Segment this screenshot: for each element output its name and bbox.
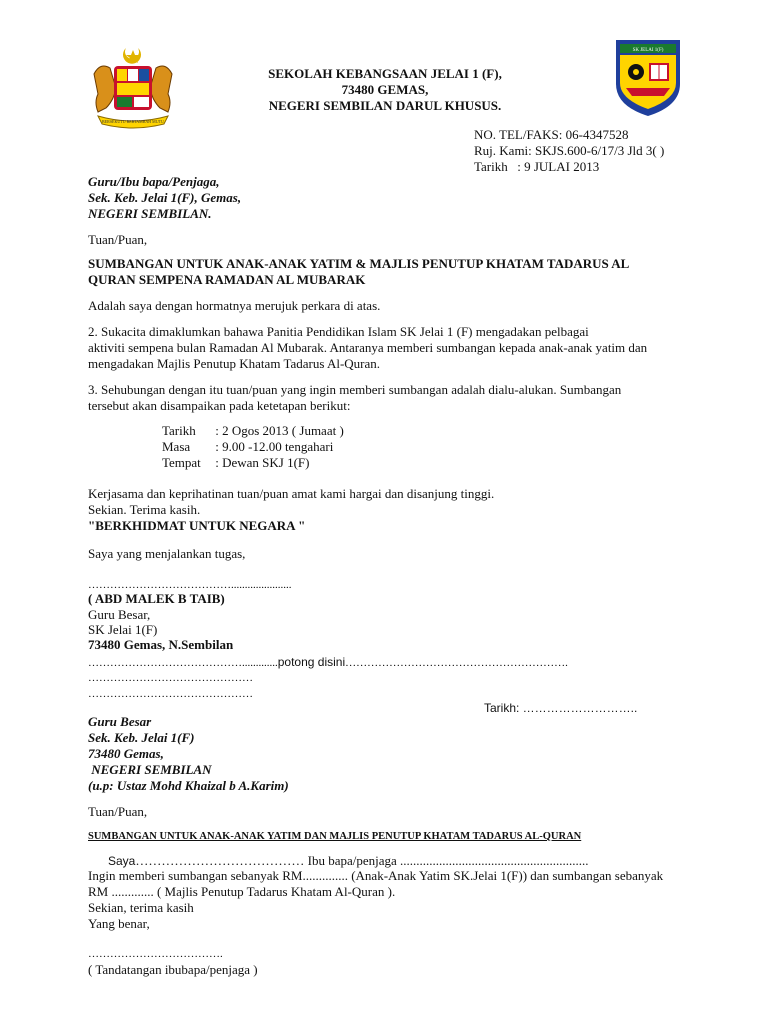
detail-date bbox=[162, 423, 344, 439]
reply-body-line-2[interactable]: Ingin memberi sumbangan sebanyak RM.............. (Anak-Anak Yatim SK.Jelai 1(F)) dan sumbangan sebanyak bbox=[88, 868, 664, 883]
detail-venue bbox=[162, 455, 310, 471]
reference-number: Ruj. Kami: SKJS.600-6/17/3 Jld 3( ) bbox=[474, 143, 665, 158]
detail-value: : Dewan SKJ 1(F) bbox=[215, 455, 310, 470]
reply-to-line-3: 73480 Gemas, bbox=[88, 746, 164, 761]
paragraph-2-line-3: mengadakan Majlis Penutup Khatam Tadarus Al-Quran. bbox=[88, 356, 381, 371]
paragraph-3-line-1: 3. Sehubungan dengan itu tuan/puan yang ingin memberi sumbangan adalah dialu-alukan. Sumbangan bbox=[88, 382, 622, 397]
subject-line-2: QURAN SEMPENA RAMADAN AL MUBARAK bbox=[88, 272, 366, 287]
letter-date-label: Tarikh bbox=[474, 159, 508, 174]
signature-dots: …………………………………...................... bbox=[88, 579, 292, 591]
cut-line bbox=[88, 654, 568, 671]
paragraph-2-line-1: 2. Sukacita dimaklumkan bahawa Panitia Pendidikan Islam SK Jelai 1 (F) mengadakan pelbagai bbox=[88, 324, 589, 339]
duty-line: Saya yang menjalankan tugas, bbox=[88, 546, 246, 561]
signatory-address: 73480 Gemas, N.Sembilan bbox=[88, 637, 234, 652]
signatory-name: ( ABD MALEK B TAIB) bbox=[88, 591, 225, 606]
cut-dots-line-3: ……………………………………… bbox=[88, 688, 253, 700]
school-state: NEGERI SEMBILAN DARUL KHUSUS. bbox=[268, 98, 502, 113]
reply-to-line-2: Sek. Keb. Jelai 1(F) bbox=[88, 730, 195, 745]
reply-body-line-3[interactable]: RM ............. ( Majlis Penutup Tadarus Khatam Al-Quran ). bbox=[88, 884, 396, 899]
reply-to-line-5: (u.p: Ustaz Mohd Khaizal b A.Karim) bbox=[88, 778, 289, 793]
reply-salutation: Tuan/Puan, bbox=[88, 804, 148, 819]
school-name: SEKOLAH KEBANGSAAN JELAI 1 (F), bbox=[268, 66, 502, 81]
recipient-line-1: Guru/Ibu bapa/Penjaga, bbox=[88, 174, 220, 189]
reply-to-line-1: Guru Besar bbox=[88, 714, 152, 729]
school-logo-icon bbox=[612, 38, 684, 118]
school-postcode: 73480 GEMAS, bbox=[341, 82, 429, 97]
cut-dots-right: ……………………………………………………. bbox=[345, 657, 568, 669]
reply-to-line-4: NEGERI SEMBILAN bbox=[88, 762, 212, 777]
paragraph-1: Adalah saya dengan hormatnya merujuk perkara di atas. bbox=[88, 298, 381, 313]
subject-line-1: SUMBANGAN UNTUK ANAK-ANAK YATIM & MAJLIS PENUTUP KHATAM TADARUS AL bbox=[88, 256, 630, 271]
detail-value: : 2 Ogos 2013 ( Jumaat ) bbox=[215, 423, 344, 438]
motto: "BERKHIDMAT UNTUK NEGARA " bbox=[88, 518, 306, 533]
detail-label: Tarikh bbox=[162, 423, 196, 438]
reply-body-line-5: Yang benar, bbox=[88, 916, 150, 931]
reply-subject: SUMBANGAN UNTUK ANAK-ANAK YATIM DAN MAJLIS PENUTUP KHATAM TADARUS AL-QURAN bbox=[88, 831, 582, 842]
parent-signature-label: ( Tandatangan ibubapa/penjaga ) bbox=[88, 962, 258, 977]
closing-line-1: Kerjasama dan keprihatinan tuan/puan amat kami hargai dan disanjung tinggi. bbox=[88, 486, 495, 501]
letter-date bbox=[474, 159, 599, 175]
paragraph-2-line-2: aktiviti sempena bulan Ramadan Al Mubarak. Antaranya memberi sumbangan kepada anak-anak yatim dan bbox=[88, 340, 648, 355]
recipient-line-3: NEGERI SEMBILAN. bbox=[88, 206, 212, 221]
cut-dots-line-2: ……………………………………… bbox=[88, 672, 253, 684]
closing-line-2: Sekian. Terima kasih. bbox=[88, 502, 201, 517]
detail-time bbox=[162, 439, 333, 455]
reply-body-line-4: Sekian, terima kasih bbox=[88, 900, 194, 915]
cut-label: potong disini bbox=[277, 655, 346, 669]
cut-dots-left: ……………………………………............. bbox=[88, 657, 278, 669]
tel-fax: NO. TEL/FAKS: 06-4347528 bbox=[474, 127, 629, 142]
signatory-school: SK Jelai 1(F) bbox=[88, 622, 158, 637]
school-logo-text: SK JELAI 1(F) bbox=[632, 48, 664, 53]
saya-label: Saya bbox=[108, 854, 136, 868]
crest-motto: BERSEKUTU BERTAMBAH MUTU bbox=[102, 119, 164, 124]
coat-of-arms-icon bbox=[88, 44, 178, 132]
reply-date-field[interactable]: Tarikh: ……………………….. bbox=[484, 701, 638, 715]
paragraph-3-line-2: tersebut akan disampaikan pada ketetapan berikut: bbox=[88, 398, 351, 413]
recipient-line-2: Sek. Keb. Jelai 1(F), Gemas, bbox=[88, 190, 242, 205]
reply-body-line-1[interactable] bbox=[108, 853, 589, 869]
name-fill-in[interactable]: ………………………………… Ibu bapa/penjaga .......................................................... bbox=[135, 853, 589, 868]
letter-date-value: : 9 JULAI 2013 bbox=[517, 159, 600, 174]
signatory-title: Guru Besar, bbox=[88, 607, 151, 622]
salutation: Tuan/Puan, bbox=[88, 232, 148, 247]
detail-value: : 9.00 -12.00 tengahari bbox=[215, 439, 334, 454]
parent-signature-dots[interactable]: ………………………………. bbox=[88, 948, 223, 960]
detail-label: Tempat bbox=[162, 455, 201, 470]
detail-label: Masa bbox=[162, 439, 191, 454]
